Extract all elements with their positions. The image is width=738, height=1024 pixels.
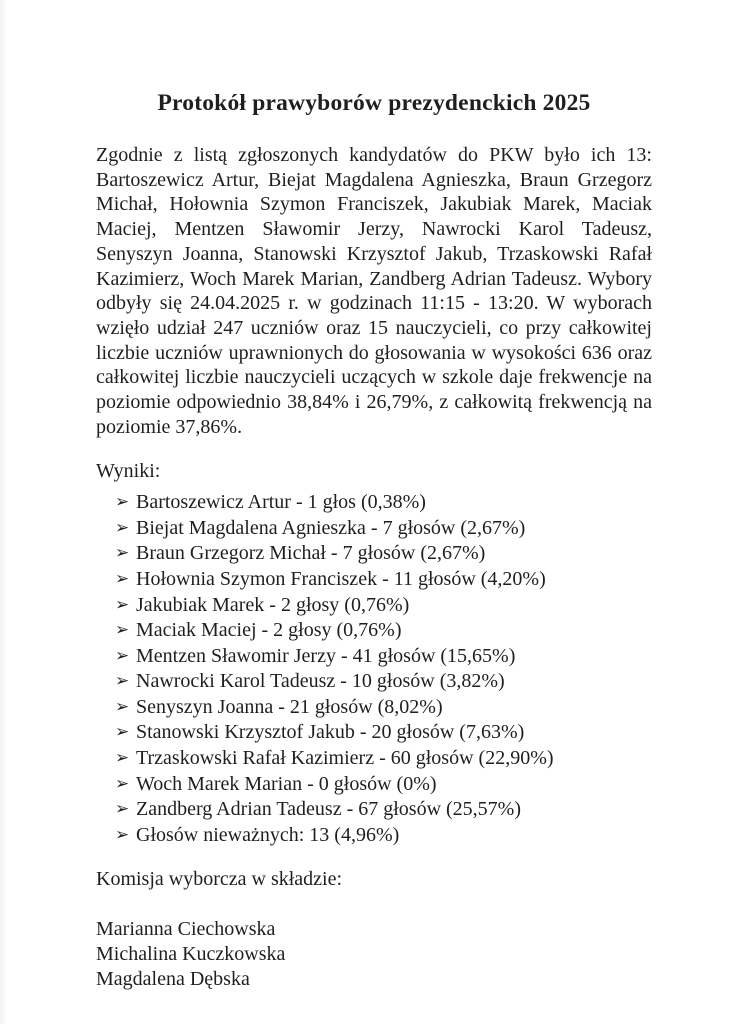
committee-member: Marianna Ciechowska — [96, 918, 276, 941]
document-title: Protokół prawyborów prezydenckich 2025 — [157, 90, 591, 116]
result-item — [115, 644, 652, 670]
arrowhead-bullet-icon: ➢ — [115, 773, 130, 793]
result-item-text: Woch Marek Marian - 0 głosów (0%) — [136, 772, 437, 795]
result-item — [115, 823, 652, 849]
result-item — [115, 695, 652, 721]
result-item-text: Mentzen Sławomir Jerzy - 41 głosów (15,65%) — [136, 644, 516, 667]
committee-member: Magdalena Dębska — [96, 967, 250, 990]
result-item-text: Stanowski Krzysztof Jakub - 20 głosów (7,63%) — [136, 721, 525, 744]
arrowhead-bullet-icon: ➢ — [115, 568, 130, 588]
arrowhead-bullet-icon: ➢ — [115, 748, 130, 768]
result-item — [115, 541, 652, 567]
arrowhead-bullet-icon: ➢ — [115, 543, 130, 563]
arrowhead-bullet-icon: ➢ — [115, 517, 130, 537]
results-heading: Wyniki: — [96, 460, 161, 483]
result-item — [115, 720, 652, 746]
result-item-text: Trzaskowski Rafał Kazimierz - 60 głosów (22,90%) — [136, 747, 554, 770]
committee-heading: Komisja wyborcza w składzie: — [96, 868, 343, 891]
arrowhead-bullet-icon: ➢ — [115, 671, 130, 691]
committee-members — [96, 917, 652, 991]
result-item-text: Maciak Maciej - 2 głosy (0,76%) — [136, 619, 402, 642]
arrowhead-bullet-icon: ➢ — [115, 492, 130, 512]
arrowhead-bullet-icon: ➢ — [115, 824, 130, 844]
result-item — [115, 797, 652, 823]
result-item-text: Biejat Magdalena Agnieszka - 7 głosów (2,67%) — [136, 516, 526, 539]
result-item — [115, 746, 652, 772]
arrowhead-bullet-icon: ➢ — [115, 645, 130, 665]
result-item — [115, 567, 652, 593]
result-item-text: Senyszyn Joanna - 21 głosów (8,02%) — [136, 695, 443, 718]
result-item-text: Jakubiak Marek - 2 głosy (0,76%) — [136, 593, 410, 616]
result-item — [115, 490, 652, 516]
result-item-text: Zandberg Adrian Tadeusz - 67 głosów (25,57%) — [136, 798, 521, 821]
result-item — [115, 772, 652, 798]
result-item-text: Głosów nieważnych: 13 (4,96%) — [136, 823, 400, 846]
committee-member: Michalina Kuczkowska — [96, 942, 286, 965]
intro-paragraph: Zgodnie z listą zgłoszonych kandydatów do PKW było ich 13: Bartoszewicz Artur, Biejat Magdalena Agnieszka, Braun Grzegorz Michał, Hołownia Szymon Franciszek, Jakubiak Marek, Maciak Maciej, Mentzen Sławomir Jerzy, Nawrocki Karol Tadeusz, Senyszyn Joanna, Stanowski Krzysztof Jakub, Trzaskowski Rafał Kazimierz, Woch Marek Marian, Zandberg Adrian Tadeusz. Wybory odbyły się 24.04.2025 r. w godzinach 11:15 - 13:20. W wyborach wzięło udział 247 uczniów oraz 15 nauczycieli, co przy całkowitej liczbie uczniów uprawnionych do głosowania w wysokości 636 oraz całkowitej liczbie nauczycieli uczących w szkole daje frekwencje na poziomie odpowiednio 38,84% i 26,79%, z całkowitą frekwencją na poziomie 37,86%. — [96, 144, 652, 438]
result-item-text: Nawrocki Karol Tadeusz - 10 głosów (3,82%) — [136, 670, 505, 693]
result-item-text: Bartoszewicz Artur - 1 głos (0,38%) — [136, 491, 426, 514]
result-item — [115, 593, 652, 619]
arrowhead-bullet-icon: ➢ — [115, 620, 130, 640]
results-list — [96, 490, 652, 848]
result-item-text: Braun Grzegorz Michał - 7 głosów (2,67%) — [136, 542, 486, 565]
result-item — [115, 618, 652, 644]
arrowhead-bullet-icon: ➢ — [115, 696, 130, 716]
result-item-text: Hołownia Szymon Franciszek - 11 głosów (4,20%) — [136, 567, 546, 590]
result-item — [115, 669, 652, 695]
arrowhead-bullet-icon: ➢ — [115, 799, 130, 819]
arrowhead-bullet-icon: ➢ — [115, 594, 130, 614]
result-item — [115, 516, 652, 542]
arrowhead-bullet-icon: ➢ — [115, 722, 130, 742]
